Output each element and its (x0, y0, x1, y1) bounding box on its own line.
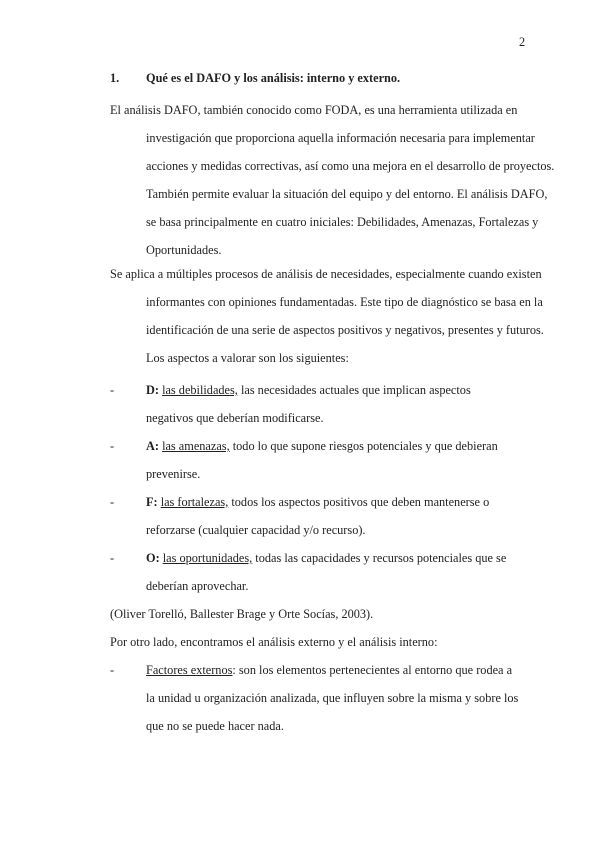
item-term: las fortalezas, (160, 495, 229, 509)
citation: (Oliver Torelló, Ballester Brage y Orte Socías, 2003). (110, 607, 374, 621)
item-text: todo lo que supone riesgos potenciales y que debieran prevenirse. (146, 439, 498, 481)
item-term: las oportunidades, (162, 551, 253, 565)
item-letter: F: (146, 495, 158, 509)
paragraph-dafo-application: Se aplica a múltiples procesos de análisis de necesidades, especialmente cuando existen informantes con opiniones fundamentadas. Este tipo de diagnóstico se basa en la identificación de una serie de aspectos positivos y negativos, presentes y futuros. Los aspectos a valorar son los siguientes: (110, 267, 544, 365)
item-text: : son los elementos pertenecientes al entorno que rodea a la unidad u organización analizada, que influyen sobre la misma y sobre los que no se puede hacer nada. (146, 663, 519, 733)
item-text: todos los aspectos positivos que deben mantenerse o reforzarse (cualquier capacidad y/o recurso). (146, 495, 490, 537)
paragraph-dafo-definition: El análisis DAFO, también conocido como FODA, es una herramienta utilizada en investigación que proporciona aquella información necesaria para implementar acciones y medidas correctivas, así como una mejora en el desarrollo de proyectos. También permite evaluar la situación del equipo y del entorno. El análisis DAFO, se basa principalmente en cuatro iniciales: Debilidades, Amenazas, Fortalezas y Oportunidades. (110, 103, 555, 257)
item-term: las debilidades, (162, 383, 238, 397)
item-text: todas las capacidades y recursos potenciales que se deberían aprovechar. (146, 551, 507, 593)
item-letter: A: (146, 439, 159, 453)
section-title: Qué es el DAFO y los análisis: interno y externo. (146, 71, 401, 85)
item-letter: D: (146, 383, 159, 397)
section-heading (110, 71, 400, 86)
page-number: 2 (519, 35, 526, 49)
list-dash: - (110, 383, 115, 397)
section-number: 1. (110, 71, 120, 85)
item-text: las necesidades actuales que implican aspectos negativos que deberían modificarse. (146, 383, 471, 425)
item-term: Factores externos (146, 663, 233, 677)
list-item-amenazas (110, 432, 520, 488)
paragraph-analysis-intro: Por otro lado, encontramos el análisis externo y el análisis interno: (110, 635, 438, 649)
list-dash: - (110, 439, 115, 453)
list-dash: - (110, 663, 115, 677)
list-item-fortalezas (110, 488, 520, 544)
list-dash: - (110, 551, 115, 565)
list-dash: - (110, 495, 115, 509)
item-term: las amenazas, (162, 439, 230, 453)
list-item-oportunidades (110, 544, 520, 600)
item-letter: O: (146, 551, 160, 565)
list-item-debilidades (110, 376, 520, 432)
list-item-factores-externos (110, 656, 520, 740)
